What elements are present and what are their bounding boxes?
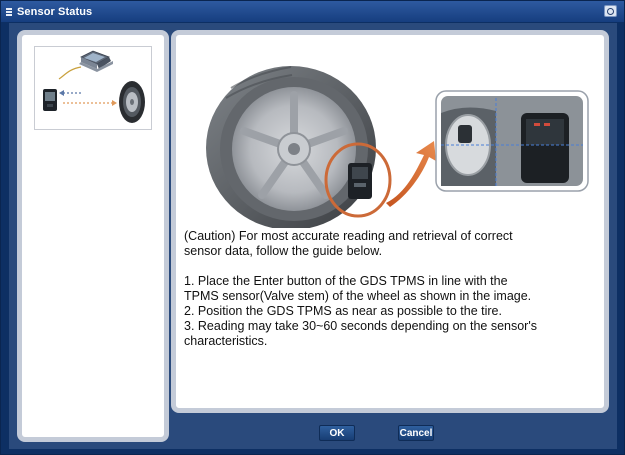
tire-sensor-alignment-illustration xyxy=(196,53,601,228)
thumbnail-illustration xyxy=(35,47,151,129)
close-icon[interactable] xyxy=(604,5,617,17)
gds-device-on-wheel xyxy=(348,163,372,199)
step-2: 2. Position the GDS TPMS as near as possible to the tire. xyxy=(184,304,502,318)
laptop-icon xyxy=(79,51,113,72)
caution-line-2: sensor data, follow the guide below. xyxy=(184,244,383,258)
cancel-button[interactable]: Cancel xyxy=(398,425,434,441)
step-1-line-2: TPMS sensor(Valve stem) of the wheel as shown in the image. xyxy=(184,289,532,303)
step-1-line-1: 1. Place the Enter button of the GDS TPMS in line with the xyxy=(184,274,508,288)
gds-device-icon xyxy=(43,89,57,111)
thumbnail-panel xyxy=(17,30,169,442)
caution-line-1: (Caution) For most accurate reading and retrieval of correct xyxy=(184,229,513,243)
step-3-line-2: characteristics. xyxy=(184,334,268,348)
zoom-detail-box xyxy=(436,91,588,191)
dialog-body xyxy=(9,23,617,449)
tire-icon xyxy=(119,81,145,123)
pointer-arrow-icon xyxy=(386,141,436,207)
window-title: Sensor Status xyxy=(17,5,93,18)
wheel-illustration xyxy=(206,66,376,228)
app-icon xyxy=(5,7,13,16)
instruction-panel xyxy=(171,30,609,413)
step-3-line-1: 3. Reading may take 30~60 seconds depending on the sensor's xyxy=(184,319,537,333)
title-bar xyxy=(1,1,624,22)
gds-tpms-connection-thumbnail[interactable] xyxy=(34,46,152,130)
ok-button[interactable]: OK xyxy=(319,425,355,441)
instruction-text xyxy=(184,229,604,349)
